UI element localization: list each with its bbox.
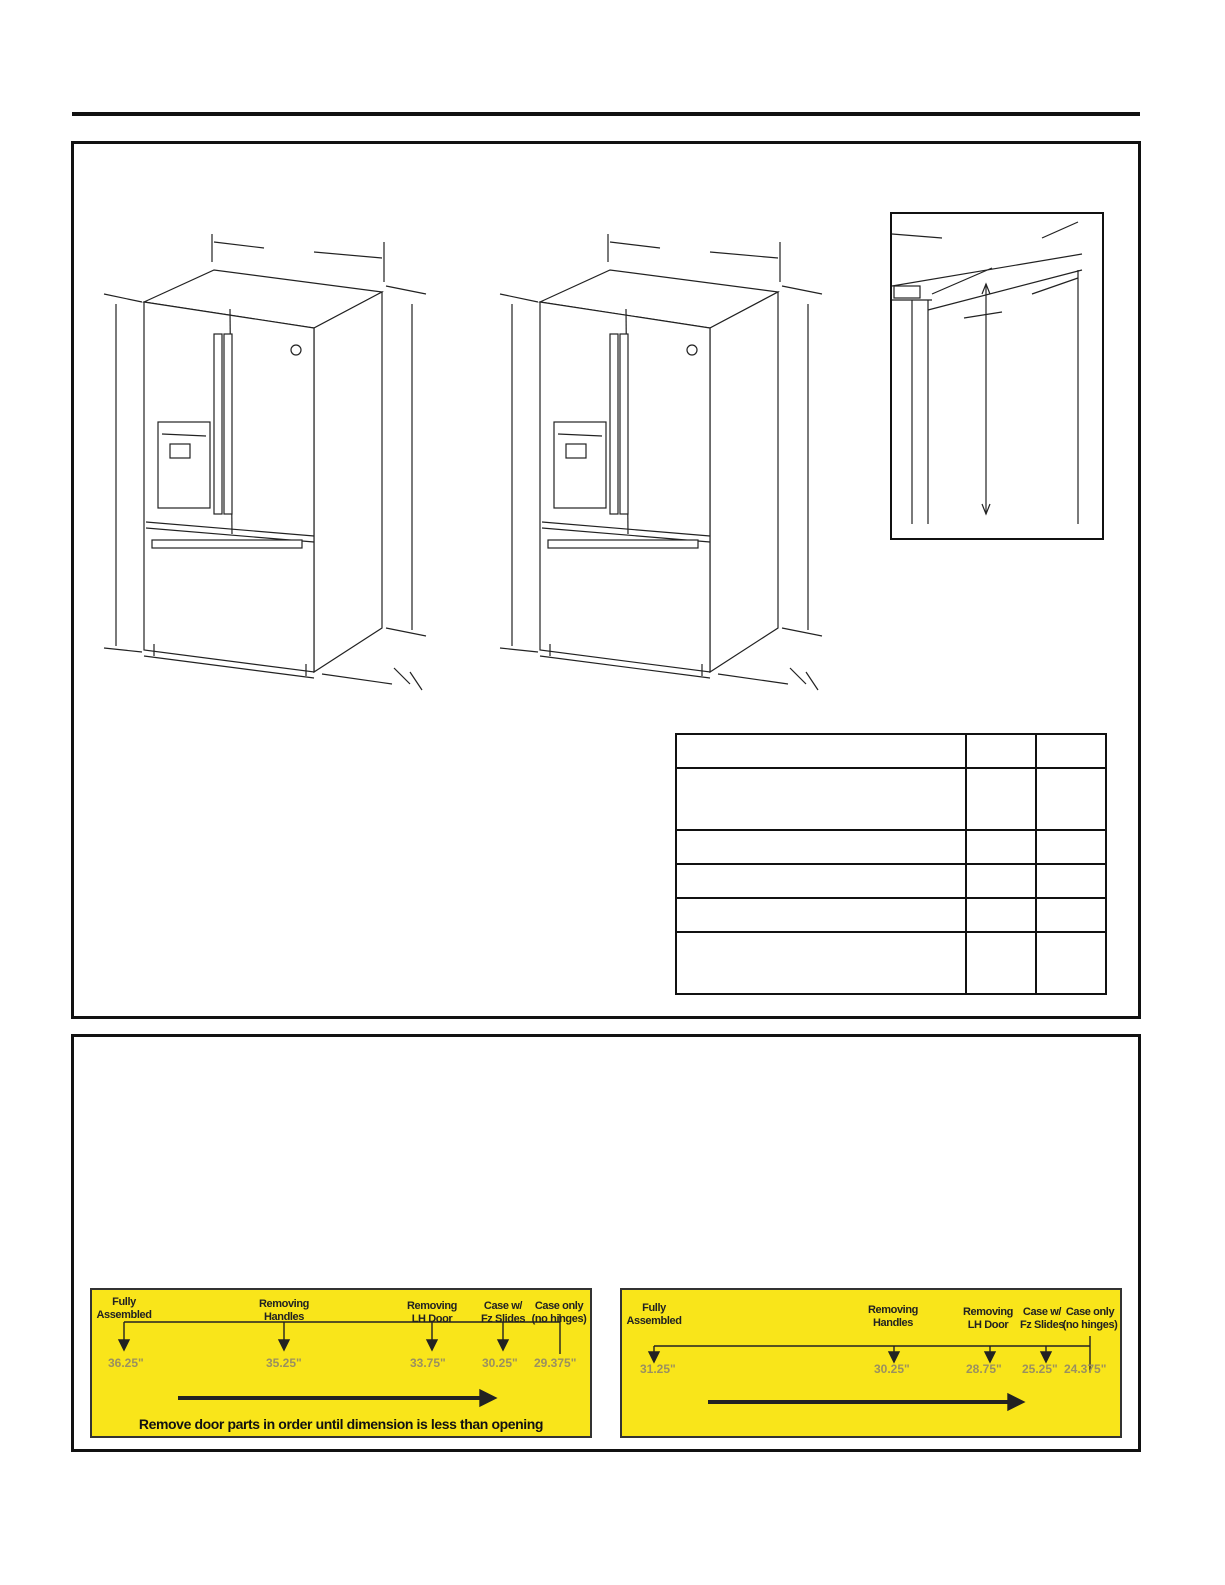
step-value: 33.75" (410, 1356, 446, 1370)
step-value: 35.25" (266, 1356, 302, 1370)
step-value: 30.25" (482, 1356, 518, 1370)
step-value: 31.25" (640, 1362, 676, 1376)
step-value: 30.25" (874, 1362, 910, 1376)
dimensions-table (675, 733, 1107, 995)
step-label: Removing Handles (868, 1304, 918, 1329)
step-label: Case only (no hinges) (531, 1300, 587, 1325)
step-arrow-fully-assembled (119, 1322, 129, 1350)
step-arrow-removing-handles (889, 1346, 899, 1362)
step-label: Removing Handles (259, 1298, 309, 1323)
step-arrow-removing-lh-door (985, 1346, 995, 1362)
step-value: 25.25" (1022, 1362, 1058, 1376)
hinge-clearance-detail (890, 212, 1104, 540)
dimensions-panel (71, 141, 1141, 1019)
step-arrow-removing-handles (279, 1322, 289, 1350)
step-arrow-case-fz-slides (1041, 1346, 1051, 1362)
step-label: Fully Assembled (626, 1302, 682, 1327)
step-label: Case only (no hinges) (1062, 1306, 1118, 1331)
step-label: Case w/ Fz Slides (480, 1300, 526, 1325)
direction-arrow (708, 1394, 1024, 1410)
step-label: Removing LH Door (963, 1306, 1013, 1331)
step-value: 36.25" (108, 1356, 144, 1370)
refrigerator-drawing-left (104, 234, 426, 690)
door-removal-chart-right (620, 1288, 1122, 1438)
step-value: 24.375" (1064, 1362, 1107, 1376)
step-arrow-case-fz-slides (498, 1322, 508, 1350)
header-rule (72, 112, 1140, 116)
direction-arrow (178, 1390, 496, 1406)
door-removal-panel (71, 1034, 1141, 1452)
refrigerator-drawing-right (500, 234, 822, 690)
removal-instruction: Remove door parts in order until dimension is less than opening (138, 1416, 544, 1432)
step-arrow-fully-assembled (649, 1346, 659, 1362)
step-label: Fully Assembled (96, 1296, 152, 1321)
step-label: Case w/ Fz Slides (1019, 1306, 1065, 1331)
step-arrow-removing-lh-door (427, 1322, 437, 1350)
step-value: 28.75" (966, 1362, 1002, 1376)
step-value: 29.375" (534, 1356, 577, 1370)
door-removal-chart-left (90, 1288, 592, 1438)
step-label: Removing LH Door (407, 1300, 457, 1325)
